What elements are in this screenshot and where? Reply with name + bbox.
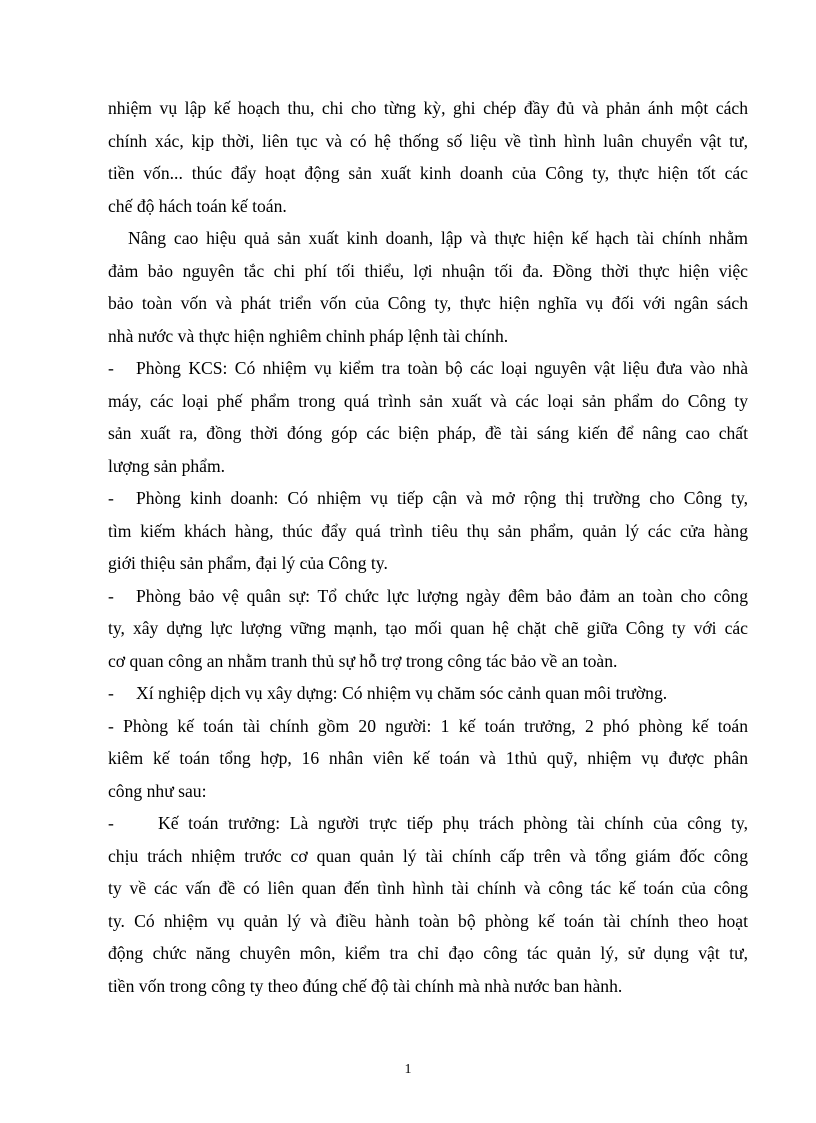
list-item-bao-ve [108, 580, 748, 678]
text-line: chịu trách nhiệm trước cơ quan quản lý tài chính cấp trên và tổng giám đốc công [108, 845, 748, 866]
list-item-kcs [108, 352, 748, 482]
text-line: giới thiệu sản phẩm, đại lý của Công ty. [108, 553, 388, 573]
list-dash: - [108, 813, 114, 833]
text-line: kiêm kế toán tổng hợp, 16 nhân viên kế toán và 1thủ quỹ, nhiệm vụ được phân [108, 748, 748, 768]
list-item-kinh-doanh [108, 482, 748, 580]
text-line: Phòng kinh doanh: Có nhiệm vụ tiếp cận và mở rộng thị trường cho Công ty, [136, 488, 748, 508]
paragraph-ke-toan [108, 710, 748, 808]
list-dash: - [108, 358, 114, 378]
text-line: sản xuất ra, đồng thời đóng góp các biện pháp, đề tài sáng kiến để nâng cao chất [108, 423, 748, 443]
text-line: động chức năng chuyên môn, kiểm tra chỉ đạo công tác quản lý, sử dụng vật tư, [108, 943, 748, 963]
paragraph-accounting-duties [108, 92, 748, 222]
text-line: bảo toàn vốn và phát triển vốn của Công ty, thực hiện nghĩa vụ đối với ngân sách [108, 293, 748, 313]
text-line: công như sau: [108, 780, 207, 801]
text-line: nhà nước và thực hiện nghiêm chỉnh pháp lệnh tài chính. [108, 325, 509, 346]
text-line: nhiệm vụ lập kế hoạch thu, chi cho từng kỳ, ghi chép đầy đủ và phản ánh một cách [108, 98, 748, 118]
text-line: Xí nghiệp dịch vụ xây dựng: Có nhiệm vụ chăm sóc cảnh quan môi trường. [136, 683, 668, 703]
list-item-ke-toan-truong [108, 807, 748, 1002]
text-line: tìm kiếm khách hàng, thúc đẩy quá trình tiêu thụ sản phẩm, quản lý các cửa hàng [108, 520, 748, 541]
text-line: chế độ hách toán kế toán. [108, 195, 287, 216]
text-line: Phòng KCS: Có nhiệm vụ kiểm tra toàn bộ các loại nguyên vật liệu đưa vào nhà [136, 358, 748, 378]
text-line: máy, các loại phế phẩm trong quá trình sản xuất và các loại sản phẩm do Công ty [108, 390, 748, 411]
text-line: tiền vốn trong công ty theo đúng chế độ tài chính mà nhà nước ban hành. [108, 975, 623, 996]
text-line: đảm bảo nguyên tắc chi phí tối thiểu, lợi nhuận tối đa. Đồng thời thực hiện việc [108, 260, 748, 281]
list-dash: - [108, 683, 114, 703]
document-page [108, 92, 748, 1002]
text-line: chính xác, kịp thời, liên tục và có hệ thống số liệu về tình hình luân chuyển vật tư, [108, 130, 748, 151]
text-line: ty, xây dựng lực lượng vững mạnh, tạo mối quan hệ chặt chẽ giữa Công ty với các [108, 618, 748, 638]
list-item-xi-nghiep [108, 677, 748, 710]
paragraph-efficiency [108, 222, 748, 352]
text-line: ty về các vấn đề có liên quan đến tình hình tài chính và công tác kế toán của công [108, 878, 748, 898]
text-line: cơ quan công an nhằm tranh thủ sự hỗ trợ trong công tác bảo về an toàn. [108, 650, 618, 671]
text-line: Nâng cao hiệu quả sản xuất kinh doanh, lập và thực hiện kế hạch tài chính nhằm [128, 228, 748, 248]
text-line: tiền vốn... thúc đẩy hoạt động sản xuất kinh doanh của Công ty, thực hiện tốt các [108, 163, 748, 183]
text-line: Kế toán trưởng: Là người trực tiếp phụ trách phòng tài chính của công ty, [158, 813, 748, 833]
text-line: Phòng bảo vệ quân sự: Tổ chức lực lượng ngày đêm bảo đảm an toàn cho công [136, 585, 748, 606]
list-dash: - [108, 488, 114, 508]
page-number: 1 [404, 1062, 412, 1077]
text-line: ty. Có nhiệm vụ quản lý và điều hành toàn bộ phòng kế toán tài chính theo hoạt [108, 910, 748, 931]
text-line: - Phòng kế toán tài chính gồm 20 người: 1 kế toán trưởng, 2 phó phòng kế toán [108, 715, 748, 736]
list-dash: - [108, 585, 114, 606]
text-line: lượng sản phẩm. [108, 455, 226, 476]
